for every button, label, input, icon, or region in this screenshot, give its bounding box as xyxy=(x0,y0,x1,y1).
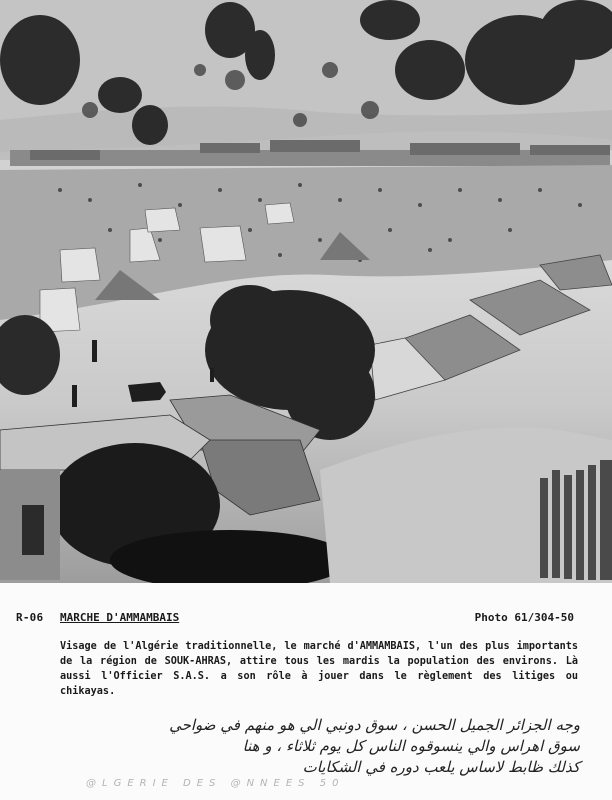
arabic-handwritten-caption xyxy=(50,715,580,778)
watermark: @LGERIE DES @NNEES 50 xyxy=(86,778,345,789)
caption-description: Visage de l'Algérie traditionnelle, le marché d'AMMAMBAIS, l'un des plus importants de la région de SOUK-AHRAS, attire tous les mardis la population des environs. Là aussi l'Officier S.A.S. a son rôle à jouer dans le règlement des litiges ou chikayas. xyxy=(60,641,578,697)
caption-title: MARCHE D'AMMAMBAIS xyxy=(60,611,180,624)
arabic-line: سوق اهراس والي ينسوقوه الناس كل يوم ثلاثاء ، و هنا xyxy=(242,737,580,755)
arabic-line: كذلك ظابط لاساس يلعب دوره في الشكايات xyxy=(302,758,580,776)
photo-number: Photo 61/304-50 xyxy=(474,611,574,624)
arabic-line: وجه الجزائر الجميل الحسن ، سوق دونبي الي هو منهم في ضواحي xyxy=(169,716,580,734)
photo-caption xyxy=(0,583,612,800)
reference-code: R-06 xyxy=(16,611,44,624)
